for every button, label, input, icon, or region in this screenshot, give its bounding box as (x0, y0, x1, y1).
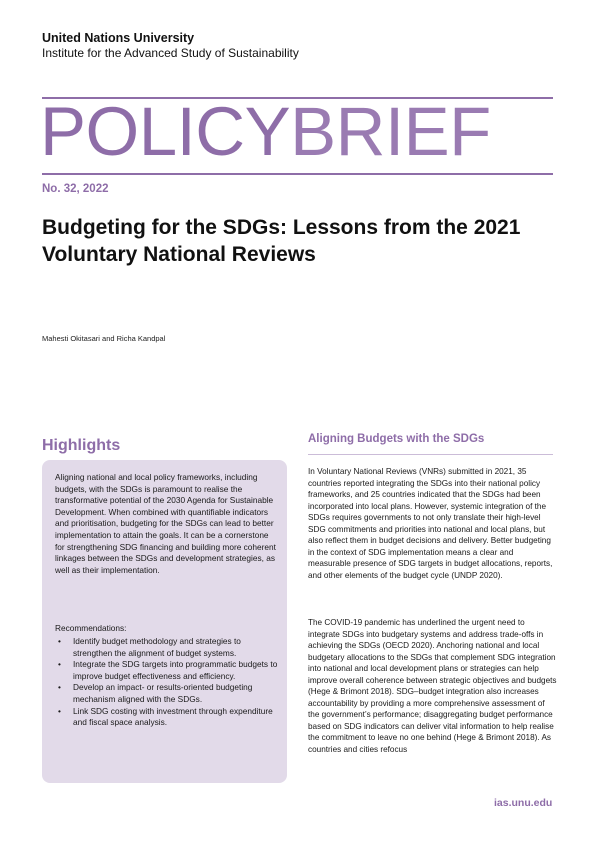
recommendation-item: • Link SDG costing with investment through expenditure and fiscal space analysis. (55, 706, 280, 729)
brand-bottom-rule (42, 173, 553, 175)
highlights-heading: Highlights (42, 437, 121, 454)
section-rule (308, 454, 553, 455)
highlights-intro: Aligning national and local policy frameworks, including budgets, with the SDGs is paramount to realise the transformative potential of the 2030 Agenda for Sustainable Development. When combined with quantifiable indicators and prioritisation, budgeting for the SDGs can lead to better implementation to attain the goals. It can be a cornerstone for strengthening SDG financing and building more coherent linkages between the SDGs and development strategies, as well as their implementation. (55, 472, 276, 575)
brand-brief: BRIEF (290, 93, 491, 170)
authors: Mahesti Okitasari and Richa Kandpal (42, 334, 166, 343)
recommendations-label: Recommendations: (55, 623, 127, 633)
recommendation-item: • Develop an impact- or results-oriented budgeting mechanism aligned with the SDGs. (55, 682, 280, 705)
document-title: Budgeting for the SDGs: Lessons from the 2021 Voluntary National Reviews (42, 216, 521, 266)
body-paragraph: The COVID-19 pandemic has underlined the urgent need to integrate SDGs into budgetary systems and address trade-offs in achieving the SDGs (OECD 2020). Anchoring national and local budgetary allocations to the SDGs that complement SDG integration into national and local development plans or strategies can help improve overall coherence between strategic objectives and budgets (Hege & Brimont 2018). SDG–budget integration also increases accountability by providing a more comprehensive assessment of the government’s performance; disaggregating budget performance based on SDG indicators can deliver vital information to help realise the commitment to leave no one behind (Hege & Brimont 2018). As countries and cities refocus (308, 618, 557, 755)
footer-url[interactable]: ias.unu.edu (494, 797, 553, 809)
org-subtitle: Institute for the Advanced Study of Sustainability (42, 46, 299, 60)
section-heading: Aligning Budgets with the SDGs (308, 433, 485, 445)
body-paragraph: In Voluntary National Reviews (VNRs) submitted in 2021, 35 countries reported integrating the SDGs into their national policy frameworks, and 25 countries indicated that the SDGs had been incorporated into local plans. However, systemic integration of the SDGs requires governments to not only translate their high-level SDG commitments and priorities into national and local plans, but also reflect them in budget decisions and delivery. Better budgeting in the context of SDG implementation means a clear and measurable presence of SDG targets in budget allocations, reports, and other elements of the budget cycle (UNDP 2020). (308, 467, 553, 580)
brand-policy: POLICY (40, 93, 291, 170)
recommendation-item: • Identify budget methodology and strategies to strengthen the alignment of budget systems. (55, 636, 280, 659)
issue-number: No. 32, 2022 (42, 183, 109, 195)
org-name: United Nations University (42, 31, 195, 45)
recommendations-list (55, 636, 280, 729)
recommendation-item: • Integrate the SDG targets into programmatic budgets to improve budget effectiveness and efficiency. (55, 659, 280, 682)
policy-brief-logo (40, 92, 491, 172)
